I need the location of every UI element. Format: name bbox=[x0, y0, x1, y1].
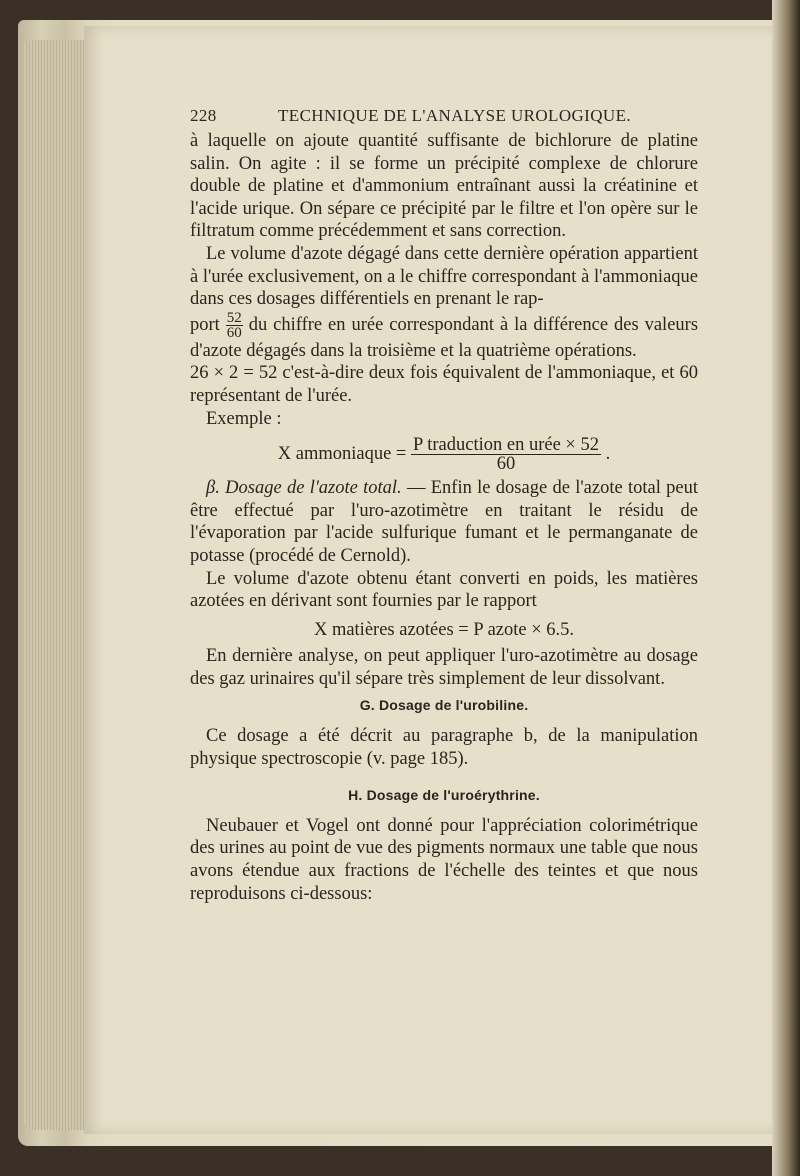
paragraph-9: Ce dosage a été décrit au paragraphe b, de la manipulation physique spectroscopie (v. page 185). bbox=[190, 726, 698, 769]
formula-ammoniaque bbox=[190, 436, 698, 473]
paragraph-10: Neubauer et Vogel ont donné pour l'appréciation colorimétrique des urines au point de vue des pigments normaux une table que nous avons étendue aux fractions de l'échelle des teintes et que nous reproduisons ci-dessous: bbox=[190, 815, 698, 904]
page-number: 228 bbox=[190, 106, 217, 125]
paragraph-6 bbox=[190, 477, 698, 567]
formula-numerator: P traduction en urée × 52 bbox=[413, 435, 599, 456]
page-stack-edge bbox=[24, 40, 86, 1130]
formula-lhs: X ammoniaque = bbox=[277, 443, 407, 464]
paragraph-1: à laquelle on ajoute quantité suffisante de bichlorure de platine salin. On agite : il se forme un précipité complexe de chlorure double de platine et d'ammonium entraînant aussi la créatinine et l'acide urique. On sépare ce précipité par le filtre et l'on opère sur le filtratum comme précédemment et sans correction. bbox=[190, 131, 698, 242]
formula-fraction bbox=[411, 436, 601, 473]
fraction-numerator: 52 bbox=[226, 309, 242, 326]
paragraph-3-start: port bbox=[190, 314, 220, 335]
section-title-g: G. Dosage de l'urobiline. bbox=[359, 697, 529, 714]
paragraph-3-rest: du chiffre en urée correspondant à la différence des valeurs d'azote dégagés dans la troisième et la quatrième opérations. bbox=[190, 314, 699, 361]
paragraph-7: Le volume d'azote obtenu étant converti en poids, les matières azotées en dérivant sont fournies par le rapport bbox=[190, 568, 698, 612]
header-title: TECHNIQUE DE L'ANALYSE UROLOGIQUE. bbox=[278, 106, 632, 125]
page-body bbox=[190, 130, 698, 905]
paragraph-5: Exemple : bbox=[206, 408, 282, 429]
section-title-h: H. Dosage de l'uroérythrine. bbox=[348, 787, 540, 804]
paragraph-6-label: β. Dosage de l'azote total. bbox=[206, 478, 402, 499]
paragraph-2: Le volume d'azote dégagé dans cette dernière opération appartient à l'urée exclusivement, on a le chiffre correspondant à l'ammoniaque dans ces dosages différentiels en prenant le rap- bbox=[190, 243, 698, 310]
paragraph-6-rest: — Enfin le dosage de l'azote total peut être effectué par l'uro-azotimètre en traitant le résidu de l'évaporation par l'acide sulfurique fumant et le permanganate de potasse (procédé de Cernold). bbox=[190, 478, 698, 566]
formula-matieres-azotees: X matières azotées = P azote × 6.5. bbox=[313, 619, 575, 640]
paragraph-8: En dernière analyse, on peut appliquer l'uro-azotimètre au dosage des gaz urinaires qu'il sépare très simplement de leur dissolvant. bbox=[190, 646, 698, 689]
paragraph-4: 26 × 2 = 52 c'est-à-dire deux fois équivalent de l'ammoniaque, et 60 représentant de l'urée. bbox=[190, 363, 698, 406]
formula-denominator: 60 bbox=[496, 454, 516, 475]
formula-end: . bbox=[605, 443, 611, 464]
fraction-52-60 bbox=[226, 311, 243, 340]
fraction-denominator: 60 bbox=[226, 324, 242, 341]
book-gutter bbox=[772, 0, 800, 1176]
paragraph-3 bbox=[190, 311, 698, 363]
